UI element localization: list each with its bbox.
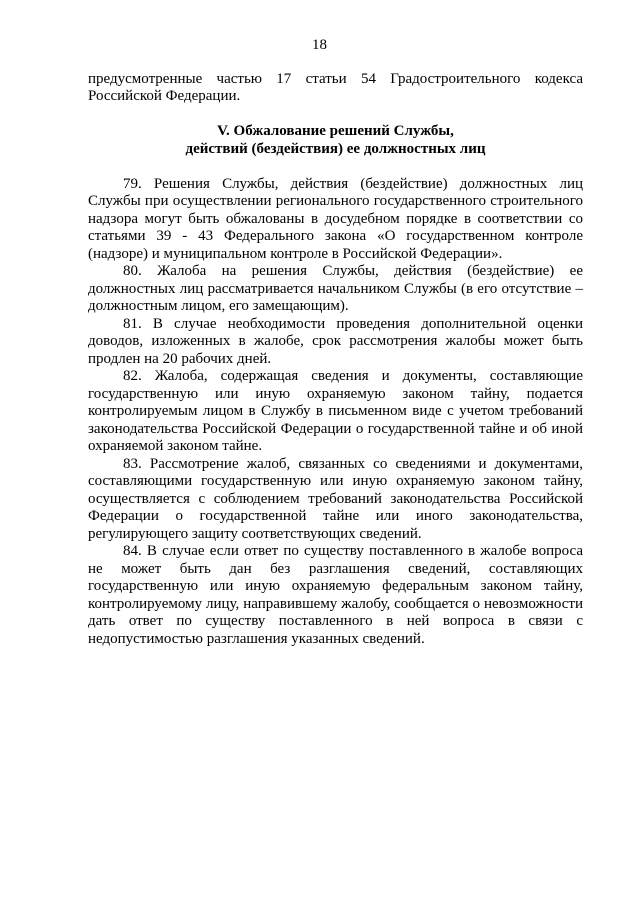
paragraph-continuation: предусмотренные частью 17 статьи 54 Градостроительного кодекса Российской Федерации. (88, 70, 583, 104)
paragraph-84: 84. В случае если ответ по существу поставленного в жалобе вопроса не может быть дан без разглашения сведений, составляющих государственную или иную охраняемую федеральным законом тайну, контролируемому лицу, направившему жалобу, сообщается о невозможности дать ответ по существу поставленного в ней вопроса в связи с недопустимостью разглашения указанных сведений. (88, 543, 583, 647)
section-heading-line-1: V. Обжалование решений Службы, (217, 123, 454, 139)
section-heading (88, 123, 583, 158)
page-number: 18 (312, 37, 327, 53)
paragraph-81: 81. В случае необходимости проведения дополнительной оценки доводов, изложенных в жалобе, срок рассмотрения жалобы может быть продлен на 20 рабочих дней. (88, 315, 583, 367)
paragraph-79: 79. Решения Службы, действия (бездействие) должностных лиц Службы при осуществлении регионального государственного строительного надзора могут быть обжалованы в досудебном порядке в соответствии со статьями 39 - 43 Федерального закона «О государственном контроле (надзоре) и муниципальном контроле в Российской Федерации». (88, 175, 583, 262)
section-heading-line-2: действий (бездействия) ее должностных лиц (185, 140, 486, 157)
paragraph-82: 82. Жалоба, содержащая сведения и документы, составляющие государственную или иную охраняемую законом тайну, подается контролируемым лицом в Службу в письменном виде с учетом требований законодательства Российской Федерации о государственной тайне и об иной охраняемой законом тайне. (88, 368, 583, 454)
paragraph-80: 80. Жалоба на решения Службы, действия (бездействие) ее должностных лиц рассматривается начальником Службы (в его отсутствие – должностным лицом, его замещающим). (88, 263, 583, 314)
paragraph-83: 83. Рассмотрение жалоб, связанных со сведениями и документами, составляющими государственную или иную охраняемую законом тайну, осуществляется с соблюдением требований законодательства Российской Федерации о государственной тайне или иного законодательства, регулирующего защиту соответствующих сведений. (88, 455, 583, 542)
